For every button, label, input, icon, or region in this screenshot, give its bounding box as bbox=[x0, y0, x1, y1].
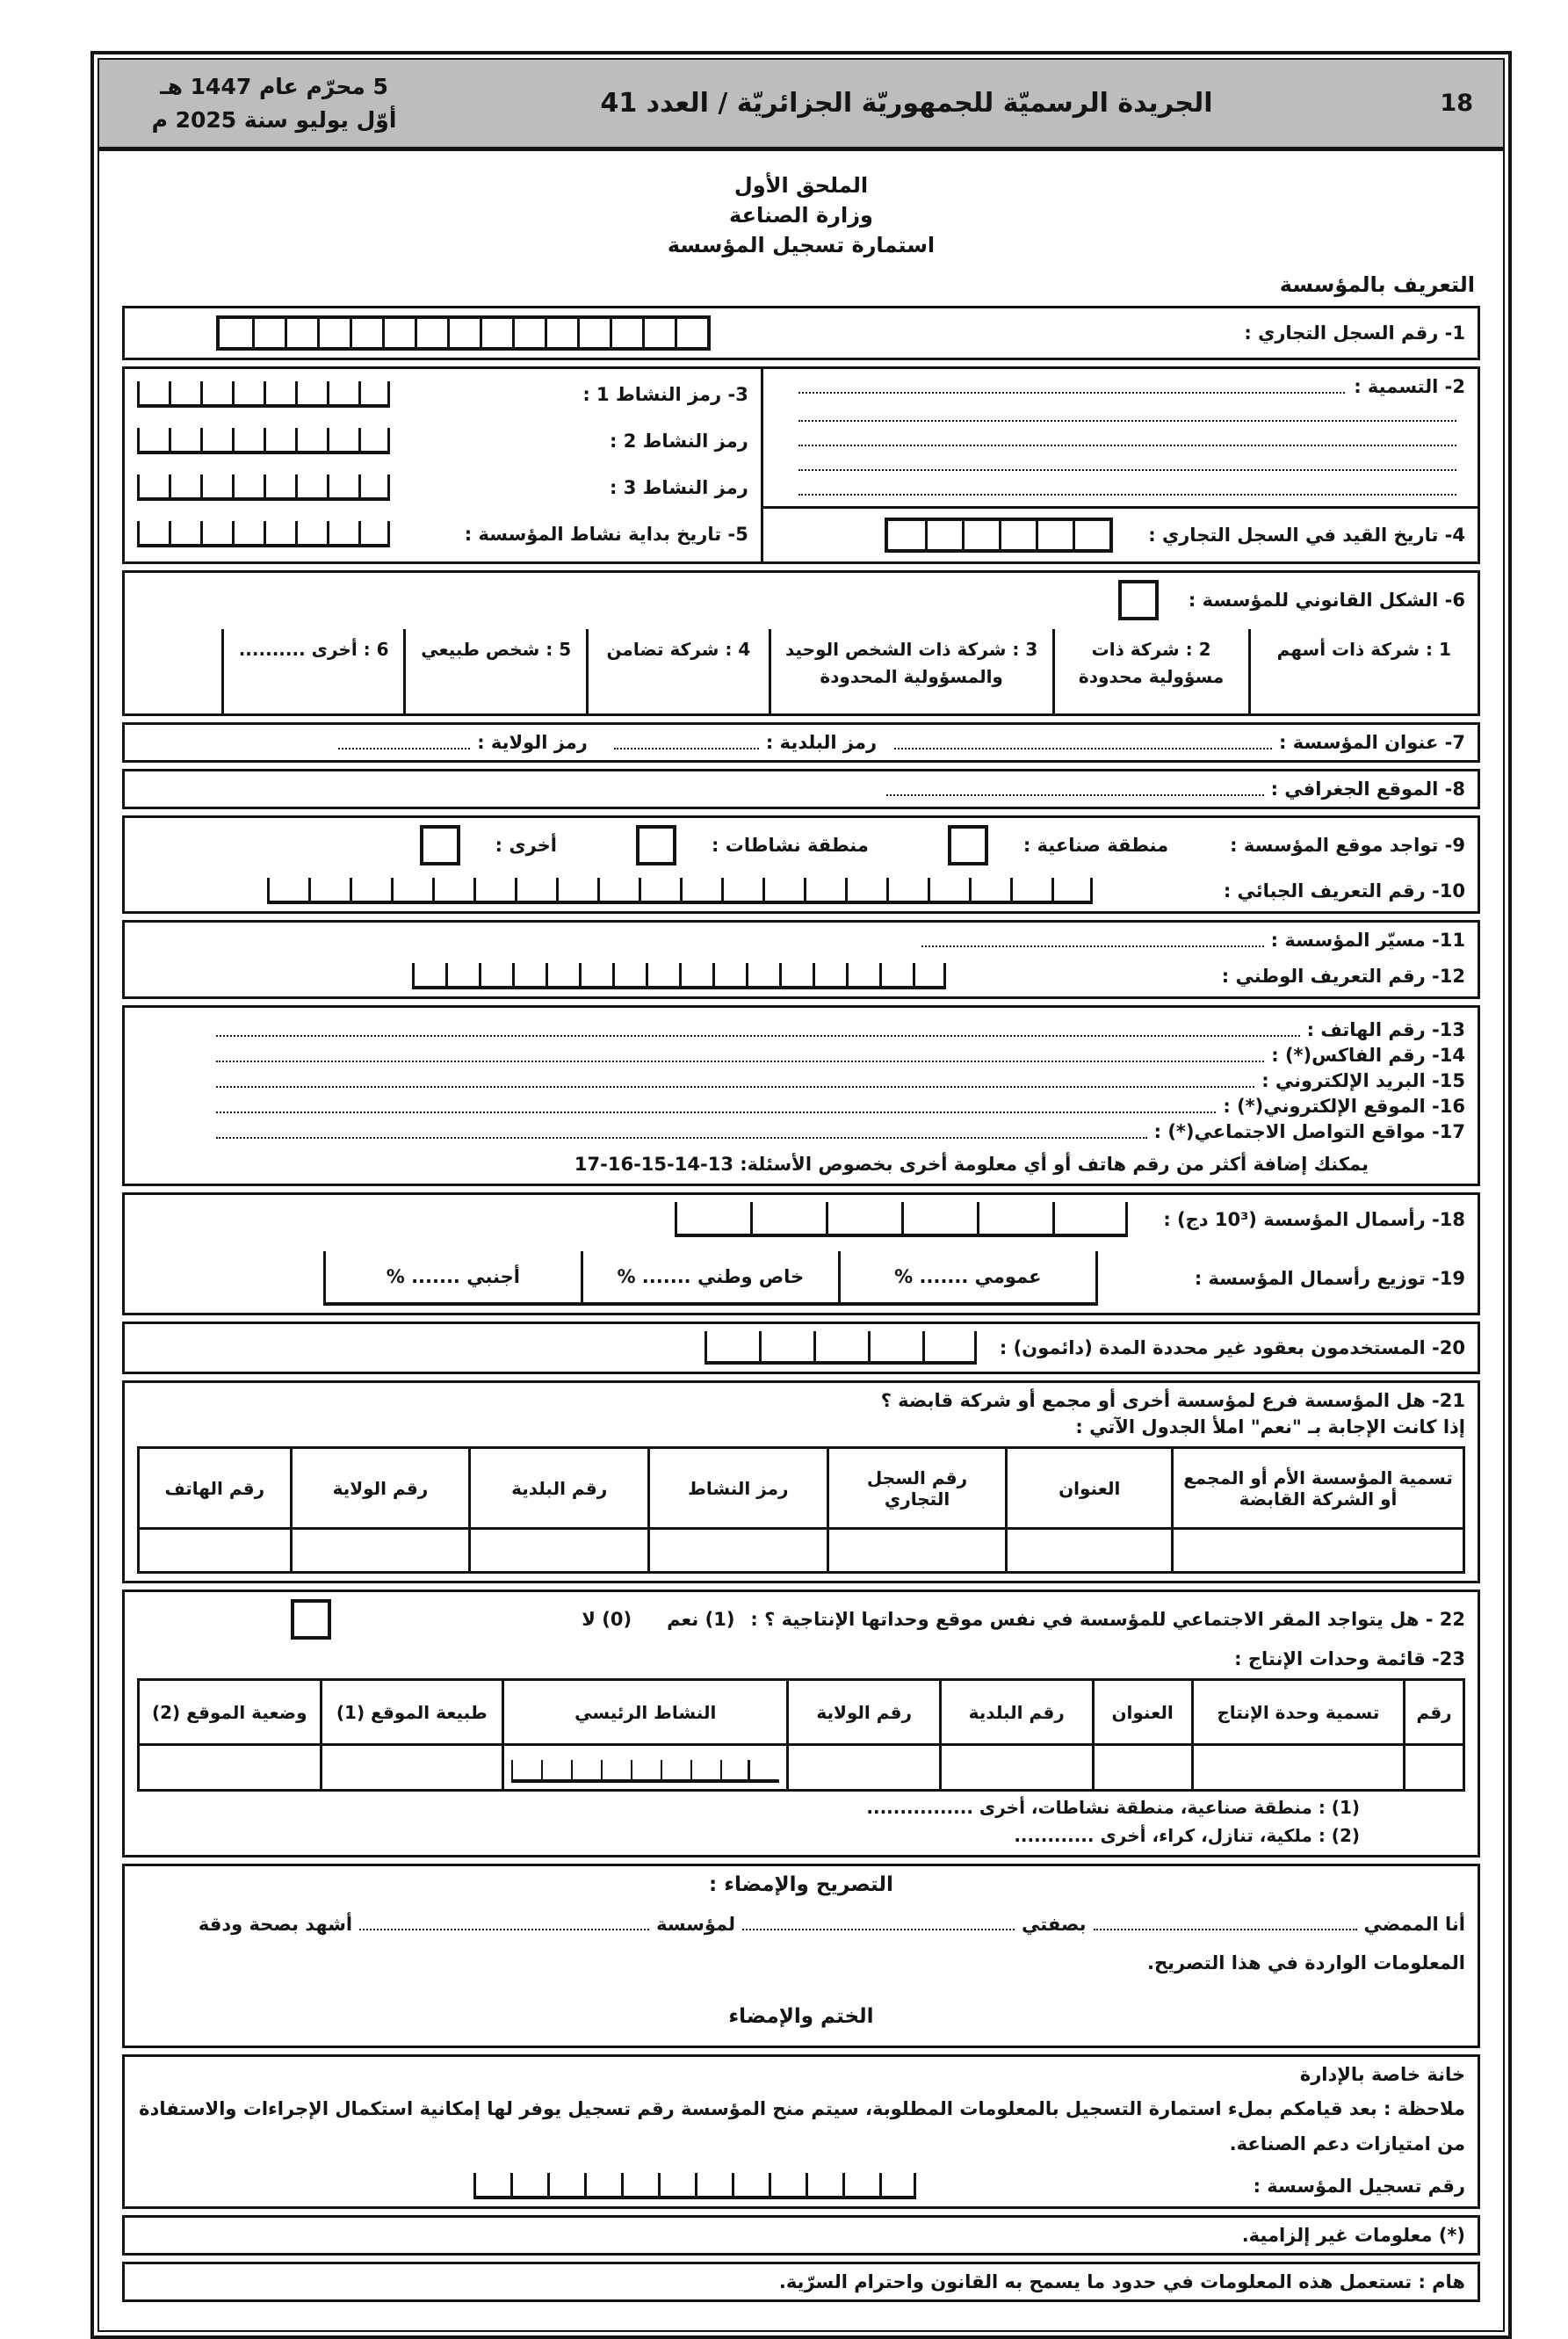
municipality-number-cell[interactable] bbox=[470, 1529, 649, 1573]
capital-amount-comb[interactable] bbox=[675, 1202, 1128, 1237]
q10-label: 10- رقم التعريف الجبائي : bbox=[1223, 880, 1465, 902]
activity-zone-checkbox[interactable] bbox=[636, 825, 676, 865]
website-field[interactable] bbox=[216, 1100, 1216, 1113]
other-zone-label: أخرى : bbox=[495, 835, 558, 857]
activity-zone-label: منطقة نشاطات : bbox=[712, 835, 869, 857]
q14-label: 14- رقم الفاكس(*) : bbox=[1271, 1045, 1465, 1067]
q9-label: 9- تواجد موقع المؤسسة : bbox=[1230, 835, 1465, 857]
section-important-note bbox=[122, 2262, 1480, 2302]
production-units-data-row bbox=[139, 1745, 1464, 1791]
optional-note-text: (*) معلومات غير إلزامية. bbox=[1241, 2225, 1465, 2247]
designation-field-line-2[interactable] bbox=[798, 409, 1456, 422]
q13-label: 13- رقم الهاتف : bbox=[1306, 1019, 1465, 1041]
section-2-and-4 bbox=[761, 369, 1478, 561]
parent-company-table bbox=[137, 1446, 1465, 1574]
q23-label: 23- قائمة وحدات الإنتاج : bbox=[1234, 1648, 1465, 1670]
ministry-title: وزارة الصناعة bbox=[729, 203, 873, 228]
admin-note-label: ملاحظة : bbox=[1384, 2098, 1465, 2120]
col-municipality-number: رقم البلدية bbox=[470, 1448, 649, 1529]
col-commercial-register: رقم السجل التجاري bbox=[827, 1448, 1007, 1529]
col-site-nature: طبيعة الموقع (1) bbox=[321, 1680, 502, 1745]
admin-note-text: بعد قيامكم بملء استمارة التسجيل بالمعلومات المطلوبة، سيتم منح المؤسسة رقم تسجيل يوفر لها إمكانية استكمال الإجراءات والاستفادة من امتيازات دعم الصناعة. bbox=[139, 2098, 1465, 2155]
date-gregorian: أوّل يوليو سنة 2025 م bbox=[151, 106, 397, 133]
unit-wilaya-cell[interactable] bbox=[788, 1745, 941, 1791]
manager-name-field[interactable] bbox=[921, 934, 1264, 947]
col-parent-name: تسمية المؤسسة الأم أو المجمع أو الشركة القابضة bbox=[1173, 1448, 1464, 1529]
activity-code-1-comb[interactable] bbox=[137, 381, 390, 408]
declaration-heading: التصريح والإمضاء : bbox=[709, 1873, 893, 1897]
col-site-status: وضعية الموقع (2) bbox=[139, 1680, 322, 1745]
legal-option-other[interactable]: 6 : أخرى .......... bbox=[221, 629, 404, 713]
journal-date bbox=[129, 70, 419, 136]
municipality-code-field[interactable] bbox=[614, 736, 759, 749]
unit-site-status-cell[interactable] bbox=[139, 1745, 322, 1791]
declaration-part2: بصفتي bbox=[1022, 1914, 1087, 1936]
q3-activity2-label: رمز النشاط 2 : bbox=[609, 431, 748, 453]
capital-public-cell[interactable]: عمومي ....... % bbox=[841, 1251, 1098, 1302]
headquarters-same-site-checkbox[interactable] bbox=[291, 1599, 331, 1640]
important-note-text: هام : تستعمل هذه المعلومات في حدود ما يسمح به القانون واحترام السرّية. bbox=[778, 2271, 1465, 2293]
q2-label: 2- التسمية : bbox=[1354, 376, 1465, 398]
section-declaration bbox=[122, 1864, 1480, 2048]
employees-count-comb[interactable] bbox=[705, 1331, 977, 1365]
designation-field-line-4[interactable] bbox=[798, 458, 1456, 471]
q3-activity1-label: 3- رمز النشاط 1 : bbox=[582, 384, 748, 406]
admin-note bbox=[137, 2092, 1465, 2162]
footnote-site-status: (2) : ملكية، تنازل، كراء، أخرى ............ bbox=[1014, 1825, 1360, 1847]
col-phone-number: رقم الهاتف bbox=[139, 1448, 292, 1529]
form-content bbox=[99, 151, 1503, 2330]
page-number: 18 bbox=[1440, 90, 1473, 117]
section-13-to-17-contacts bbox=[122, 1005, 1480, 1186]
parent-company-data-row bbox=[139, 1529, 1464, 1573]
q22-no-option: (0) لا bbox=[582, 1609, 632, 1631]
signer-capacity-field[interactable] bbox=[742, 1916, 1015, 1930]
page-inner-frame bbox=[98, 58, 1505, 2332]
q17-label: 17- مواقع التواصل الاجتماعي(*) : bbox=[1153, 1121, 1465, 1143]
phone-number-cell[interactable] bbox=[139, 1529, 292, 1573]
q16-label: 16- الموقع الإلكتروني(*) : bbox=[1223, 1096, 1465, 1118]
legal-option-joint-stock[interactable]: 1 : شركة ذات أسهم bbox=[1248, 629, 1478, 713]
activity-code-3-comb[interactable] bbox=[137, 474, 390, 501]
col-address: العنوان bbox=[1007, 1448, 1173, 1529]
section-9-and-10 bbox=[122, 815, 1480, 914]
section-22-and-23-production-units bbox=[122, 1590, 1480, 1857]
production-units-table bbox=[137, 1678, 1465, 1792]
commercial-register-grid[interactable] bbox=[216, 315, 711, 351]
fax-field[interactable] bbox=[216, 1049, 1264, 1062]
unit-address-cell[interactable] bbox=[1093, 1745, 1192, 1791]
section-3-and-5 bbox=[125, 369, 761, 561]
section-7-address bbox=[122, 722, 1480, 763]
q8-label: 8- الموقع الجغرافي : bbox=[1270, 778, 1465, 800]
q12-label: 12- رقم التعريف الوطني : bbox=[1221, 966, 1465, 988]
form-title-block bbox=[122, 170, 1480, 260]
legal-option-partnership[interactable]: 4 : شركة تضامن bbox=[586, 629, 769, 713]
page-frame bbox=[90, 51, 1512, 2339]
col-unit-municipality: رقم البلدية bbox=[940, 1680, 1093, 1745]
declaration-part1: أنا الممضي bbox=[1363, 1914, 1465, 1936]
unit-municipality-cell[interactable] bbox=[940, 1745, 1093, 1791]
tax-id-comb[interactable] bbox=[267, 878, 1093, 904]
declaration-sentence bbox=[137, 1905, 1465, 1982]
annex-title: الملحق الأول bbox=[733, 173, 869, 198]
register-date-grid[interactable] bbox=[885, 518, 1113, 553]
address-field[interactable] bbox=[894, 736, 1272, 749]
date-hijri: 5 محرّم عام 1447 هـ bbox=[160, 74, 388, 99]
col-unit-name: تسمية وحدة الإنتاج bbox=[1192, 1680, 1404, 1745]
q7-label: 7- عنوان المؤسسة : bbox=[1279, 732, 1465, 754]
parent-name-cell[interactable] bbox=[1173, 1529, 1464, 1573]
address-cell[interactable] bbox=[1007, 1529, 1173, 1573]
stamp-signature-heading: الختم والإمضاء bbox=[728, 2005, 874, 2029]
q19-label: 19- توزيع رأسمال المؤسسة : bbox=[1194, 1268, 1465, 1290]
unit-main-activity-cell[interactable] bbox=[503, 1745, 788, 1791]
activity-code-cell[interactable] bbox=[649, 1529, 828, 1573]
registration-number-label: رقم تسجيل المؤسسة : bbox=[1253, 2176, 1465, 2198]
q15-label: 15- البريد الإلكتروني : bbox=[1261, 1070, 1465, 1092]
q21-question: 21- هل المؤسسة فرع لمؤسسة أخرى أو مجمع أو شركة قابضة ؟ bbox=[880, 1390, 1465, 1412]
social-media-field[interactable] bbox=[216, 1126, 1147, 1139]
wilaya-code-field[interactable] bbox=[338, 736, 470, 749]
capital-distribution-strip bbox=[323, 1251, 1098, 1306]
q3-activity3-label: رمز النشاط 3 : bbox=[609, 477, 748, 499]
phone-field[interactable] bbox=[216, 1024, 1300, 1037]
unit-site-nature-cell[interactable] bbox=[321, 1745, 502, 1791]
commercial-register-cell[interactable] bbox=[827, 1529, 1007, 1573]
section-heading-identification: التعريف بالمؤسسة bbox=[1279, 272, 1475, 298]
q22-yes-option: (1) نعم bbox=[667, 1609, 735, 1631]
journal-title: الجريدة الرسميّة للجمهوريّة الجزائريّة / العدد 41 bbox=[600, 88, 1213, 119]
section-1-commercial-register bbox=[122, 306, 1480, 360]
industrial-zone-checkbox[interactable] bbox=[948, 825, 988, 865]
q21-instruction: إذا كانت الإجابة بـ "نعم" املأ الجدول الآتي : bbox=[1075, 1416, 1465, 1438]
footnote-site-nature: (1) : منطقة صناعية، منطقة نشاطات، أخرى ................ bbox=[866, 1797, 1360, 1819]
q1-label: 1- رقم السجل التجاري : bbox=[1244, 322, 1465, 344]
declaration-part3: لمؤسسة bbox=[656, 1914, 736, 1936]
section-11-and-12 bbox=[122, 920, 1480, 999]
main-activity-comb[interactable] bbox=[511, 1760, 779, 1783]
q22-question: 22 - هل يتواجد المقر الاجتماعي للمؤسسة في نفس موقع وحداتها الإنتاجية ؟ : bbox=[750, 1609, 1465, 1631]
col-wilaya-number: رقم الولاية bbox=[291, 1448, 470, 1529]
enterprise-name-field[interactable] bbox=[359, 1916, 649, 1930]
unit-number-cell[interactable] bbox=[1405, 1745, 1464, 1791]
municipality-code-label: رمز البلدية : bbox=[765, 732, 878, 754]
geographic-location-field[interactable] bbox=[886, 783, 1264, 796]
legal-form-checkbox[interactable] bbox=[1118, 580, 1159, 620]
legal-option-natural-person[interactable]: 5 : شخص طبيعي bbox=[403, 629, 586, 713]
national-id-comb[interactable] bbox=[412, 963, 946, 989]
section-21-parent-company bbox=[122, 1380, 1480, 1583]
col-main-activity: النشاط الرئيسي bbox=[503, 1680, 788, 1745]
contact-note: يمكنك إضافة أكثر من رقم هاتف أو أي معلومة أخرى بخصوص الأسئلة: 13-14-15-16-17 bbox=[574, 1154, 1369, 1176]
q6-label: 6- الشكل القانوني للمؤسسة : bbox=[1188, 590, 1465, 612]
col-unit-wilaya: رقم الولاية bbox=[788, 1680, 941, 1745]
legal-option-llc[interactable]: 2 : شركة ذات مسؤولية محدودة bbox=[1052, 629, 1248, 713]
signer-name-field[interactable] bbox=[1094, 1916, 1357, 1930]
q5-label: 5- تاريخ بداية نشاط المؤسسة : bbox=[464, 524, 748, 546]
section-18-and-19-capital bbox=[122, 1192, 1480, 1315]
admin-heading: خانة خاصة بالإدارة bbox=[1299, 2064, 1465, 2086]
section-divider bbox=[763, 506, 1478, 509]
section-administration bbox=[122, 2054, 1480, 2209]
capital-national-private-cell[interactable]: خاص وطني ....... % bbox=[583, 1251, 841, 1302]
section-8-geographic-location bbox=[122, 769, 1480, 809]
registration-number-comb[interactable] bbox=[473, 2173, 916, 2199]
section-optional-note bbox=[122, 2215, 1480, 2256]
industrial-zone-label: منطقة صناعية : bbox=[1022, 835, 1169, 857]
designation-field-line-5[interactable] bbox=[798, 482, 1456, 496]
col-unit-address: العنوان bbox=[1093, 1680, 1192, 1745]
designation-field-line-3[interactable] bbox=[798, 433, 1456, 446]
designation-field-line-1[interactable] bbox=[798, 380, 1345, 394]
col-number: رقم bbox=[1405, 1680, 1464, 1745]
col-activity-code: رمز النشاط bbox=[649, 1448, 828, 1529]
unit-name-cell[interactable] bbox=[1192, 1745, 1404, 1791]
q4-label: 4- تاريخ القيد في السجل التجاري : bbox=[1148, 525, 1465, 547]
wilaya-number-cell[interactable] bbox=[291, 1529, 470, 1573]
q18-label: 18- رأسمال المؤسسة (10³ دج) : bbox=[1163, 1209, 1465, 1231]
other-zone-checkbox[interactable] bbox=[420, 825, 460, 865]
legal-form-options bbox=[125, 629, 1478, 713]
declaration-part4: أشهد بصحة ودقة المعلومات الواردة في هذا التصريح. bbox=[198, 1914, 1465, 1974]
q20-label: 20- المستخدمون بعقود غير محددة المدة (دائمون) : bbox=[999, 1337, 1465, 1359]
activity-start-date-comb[interactable] bbox=[137, 521, 390, 547]
production-units-header-row bbox=[139, 1680, 1464, 1745]
parent-company-header-row bbox=[139, 1448, 1464, 1529]
section-6-legal-form bbox=[122, 570, 1480, 716]
capital-foreign-cell[interactable]: أجنبي ....... % bbox=[326, 1251, 583, 1302]
q11-label: 11- مسيّر المؤسسة : bbox=[1270, 930, 1465, 952]
form-name: استمارة تسجيل المؤسسة bbox=[667, 233, 936, 258]
legal-option-single-person-llc[interactable]: 3 : شركة ذات الشخص الوحيد والمسؤولية المحدودة bbox=[769, 629, 1052, 713]
journal-header bbox=[99, 60, 1503, 151]
wilaya-code-label: رمز الولاية : bbox=[477, 732, 588, 754]
section-20-permanent-employees bbox=[122, 1322, 1480, 1374]
legal-options-filler bbox=[125, 629, 221, 713]
activity-code-2-comb[interactable] bbox=[137, 428, 390, 454]
section-2-to-5 bbox=[122, 366, 1480, 564]
email-field[interactable] bbox=[216, 1075, 1254, 1088]
